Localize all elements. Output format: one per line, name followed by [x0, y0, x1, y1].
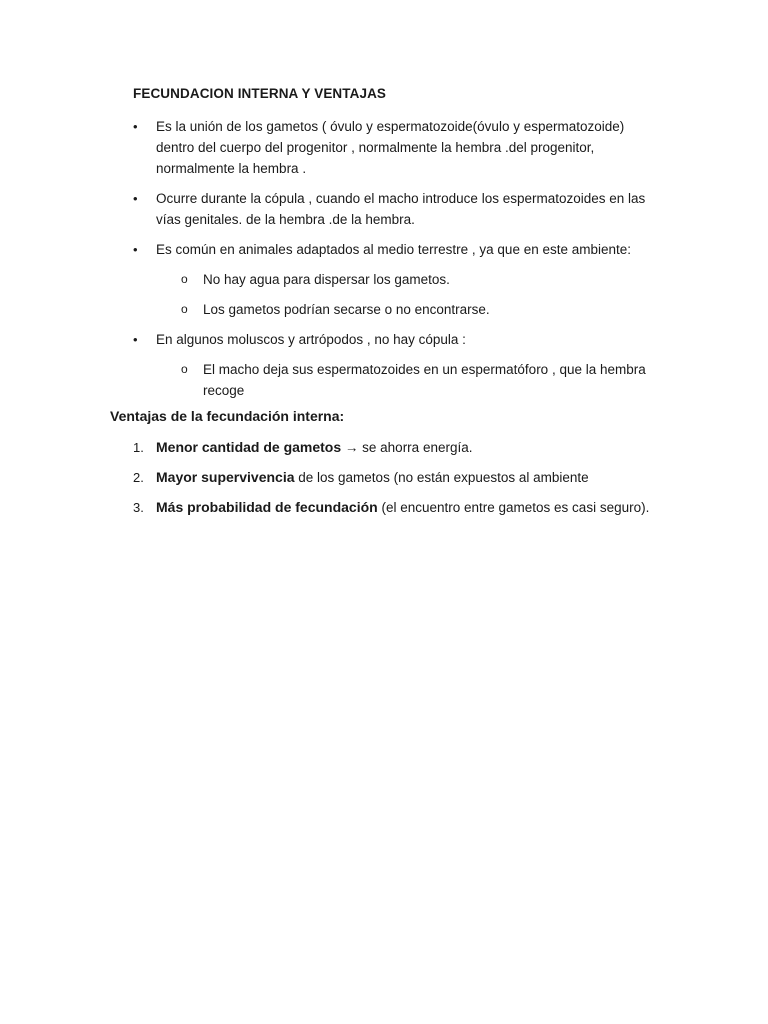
advantage-item: [133, 437, 673, 458]
sub-bullet-icon: o: [181, 272, 188, 286]
bullet-text: En algunos moluscos y artrópodos , no hay cópula :: [156, 332, 466, 347]
sub-bullet-item: [156, 359, 663, 401]
sub-bullet-icon: o: [181, 362, 188, 376]
bullet-list: [133, 116, 663, 410]
bullet-item: [133, 329, 663, 401]
advantage-item: [133, 497, 673, 518]
sub-bullet-text: El macho deja sus espermatozoides en un espermatóforo , que la hembra recoge: [203, 362, 646, 398]
bullet-icon: •: [133, 332, 138, 347]
item-number: 2.: [133, 470, 144, 485]
advantage-bold-text: Menor cantidad de gametos: [156, 439, 342, 455]
bullet-icon: •: [133, 242, 138, 257]
advantage-text: de los gametos (no están expuestos al ambiente: [294, 470, 589, 485]
sub-bullet-list: [156, 359, 663, 401]
bullet-item: [133, 188, 663, 230]
bullet-text: Es la unión de los gametos ( óvulo y espermatozoide(óvulo y espermatozoide) dentro del cuerpo del progenitor , normalmente la hembra .del progenitor, normalmente la hembra .: [156, 119, 625, 176]
advantages-list: [133, 437, 673, 527]
sub-bullet-item: [156, 269, 663, 290]
bullet-item: [133, 116, 663, 179]
advantages-heading: Ventajas de la fecundación interna:: [110, 408, 345, 424]
sub-bullet-text: Los gametos podrían secarse o no encontrarse.: [203, 302, 490, 317]
sub-bullet-item: [156, 299, 663, 320]
bullet-item: [133, 239, 663, 320]
advantage-text: → se ahorra energía.: [341, 440, 473, 455]
item-number: 3.: [133, 500, 144, 515]
advantage-item: [133, 467, 673, 488]
advantage-bold-text: Mayor supervivencia: [156, 469, 295, 485]
sub-bullet-text: No hay agua para dispersar los gametos.: [203, 272, 450, 287]
bullet-icon: •: [133, 191, 138, 206]
document-title: FECUNDACION INTERNA Y VENTAJAS: [133, 86, 387, 101]
bullet-text: Es común en animales adaptados al medio terrestre , ya que en este ambiente:: [156, 242, 632, 257]
sub-bullet-icon: o: [181, 302, 188, 316]
bullet-icon: •: [133, 119, 138, 134]
advantage-bold-text: Más probabilidad de fecundación: [156, 499, 378, 515]
advantage-text: (el encuentro entre gametos es casi seguro).: [377, 500, 650, 515]
bullet-text: Ocurre durante la cópula , cuando el macho introduce los espermatozoides en las vías genitales. de la hembra .de la hembra.: [156, 191, 646, 227]
sub-bullet-list: [156, 269, 663, 320]
item-number: 1.: [133, 440, 144, 455]
